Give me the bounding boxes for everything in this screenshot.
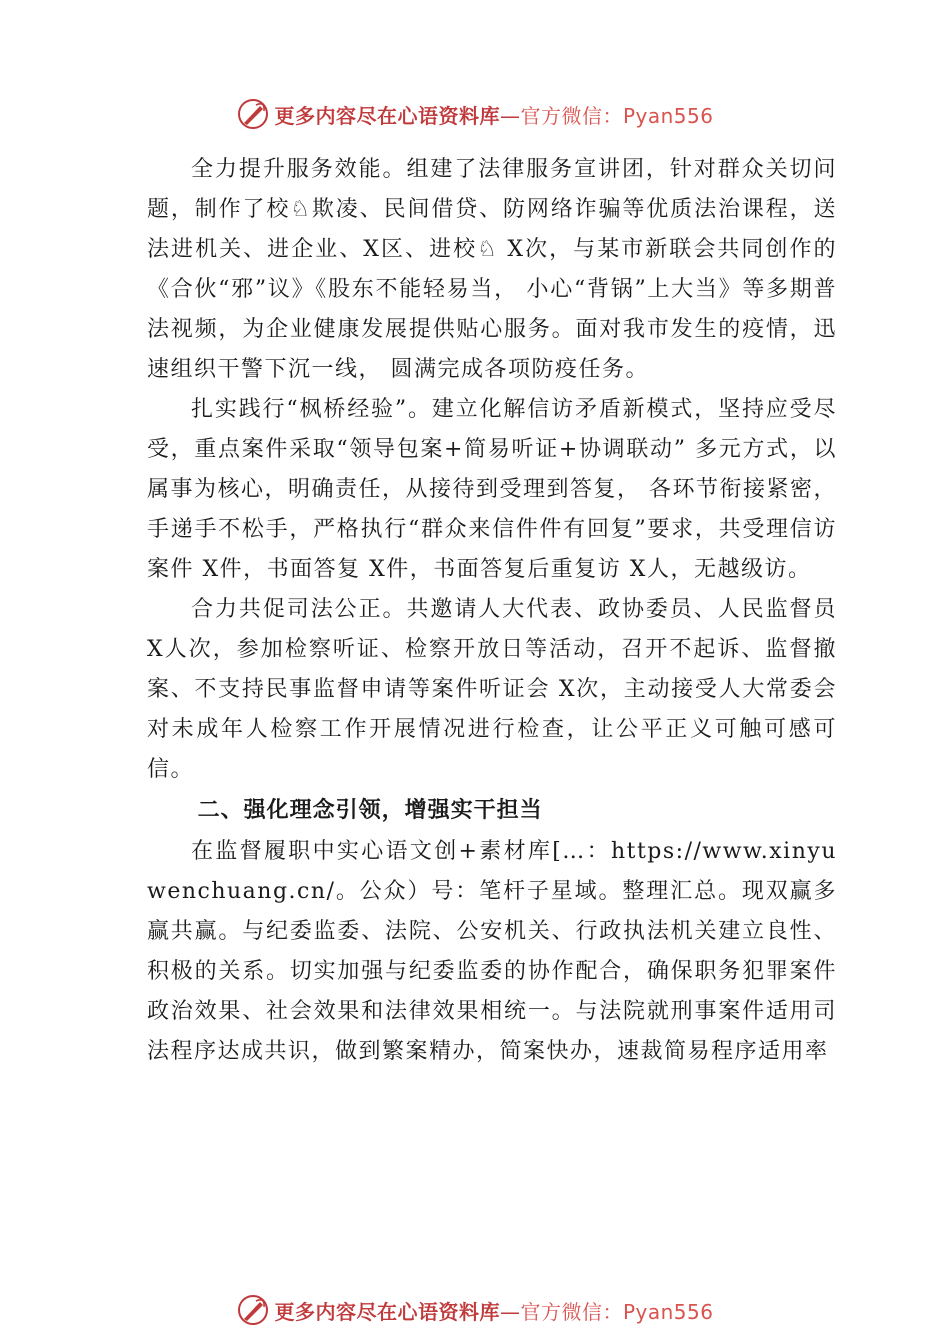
document-body	[147, 150, 837, 1072]
paragraph-supervision: 在监督履职中实心语文创+素材库[…：https://www.xinyuwenchuang.cn/。公众）号：笔杆子星域。整理汇总。现双赢多赢共赢。与纪委监委、法院、公安机关、行政执法机关建立良性、积极的关系。切实加强与纪委监委的协作配合，确保职务犯罪案件政治效果、社会效果和法律效果相统一。与法院就刑事案件适用司法程序达成共识，做到繁案精办，简案快办，速裁简易程序适用率	[147, 839, 837, 1064]
paragraph-justice: 合力共促司法公正。共邀请人大代表、政协委员、人民监督员 X人次，参加检察听证、检察开放日等活动，召开不起诉、监督撤案、不支持民事监督申请等案件听证会 X次，主动接受人大常委会对未成年人检察工作开展情况进行检查，让公平正义可触可感可信。	[147, 597, 837, 782]
watermark-text: 更多内容尽在心语资料库—官方微信：Pyan556	[274, 103, 714, 128]
paragraph-fengqiao: 扎实践行“枫桥经验”。建立化解信访矛盾新模式，坚持应受尽受，重点案件采取“领导包案+简易听证+协调联动” 多元方式，以属事为核心，明确责任，从接待到受理到答复， 各环节衔接紧密，手递手不松手，严格执行“群众来信件件有回复”要求，共受理信访案件 X件，书面答复 X件，书面答复后重复访 X人，无越级访。	[147, 397, 837, 582]
quill-seal-icon	[236, 1293, 270, 1327]
watermark-banner-top	[0, 94, 950, 134]
watermark-text: 更多内容尽在心语资料库—官方微信：Pyan556	[274, 1299, 714, 1324]
quill-seal-icon	[236, 97, 270, 131]
section-heading: 二、强化理念引领，增强实干担当	[197, 798, 543, 823]
paragraph-service: 全力提升服务效能。组建了法律服务宣讲团，针对群众关切问题，制作了校♘欺凌、民间借贷、防网络诈骗等优质法治课程，送法进机关、进企业、X区、进校♘ X次，与某市新联会共同创作的《合伙“邪”议》《股东不能轻易当， 小心“背锅”上大当》等多期普法视频，为企业健康发展提供贴心服务。面对我市发生的疫情，迅速组织干警下沉一线， 圆满完成各项防疫任务。	[147, 157, 837, 382]
watermark-banner-bottom	[0, 1290, 950, 1330]
